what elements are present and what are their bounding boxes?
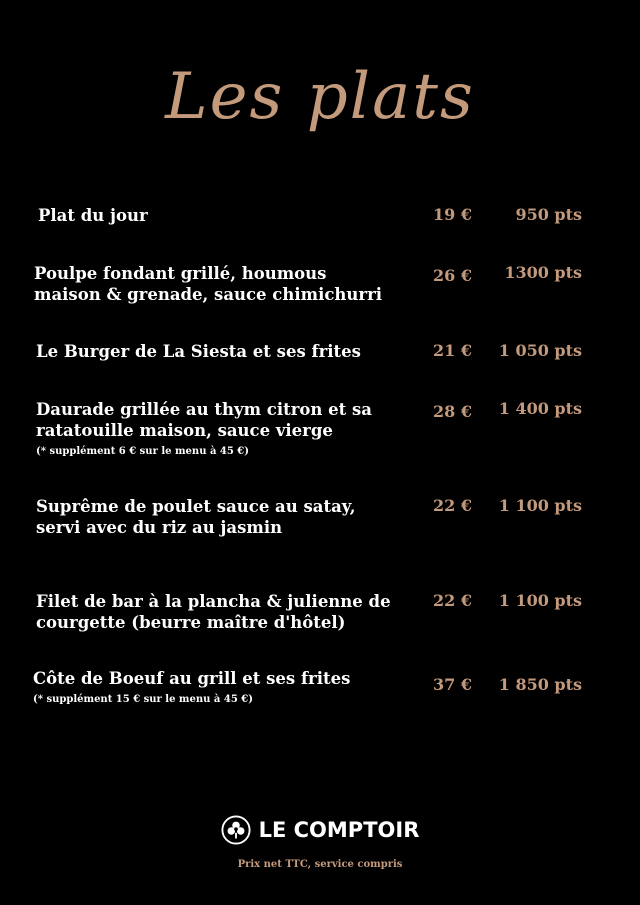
dish-name: Suprême de poulet sauce au satay, servi avec du riz au jasmin — [36, 497, 356, 537]
price-footnote: Prix net TTC, service compris — [237, 859, 403, 870]
dish-name: Filet de bar à la plancha & julienne de courgette (beurre maître d'hôtel) — [36, 592, 391, 632]
dish-points: 1300 pts — [504, 263, 582, 282]
dish-name: Plat du jour — [38, 206, 148, 225]
dish-price: 21 € — [433, 341, 472, 360]
brand-name: LE COMPTOIR — [258, 818, 420, 842]
dish-price: 28 € — [433, 402, 472, 421]
dish-note: (* supplément 15 € sur le menu à 45 €) — [33, 694, 253, 705]
dish-note: (* supplément 6 € sur le menu à 45 €) — [36, 446, 249, 457]
dish-points: 950 pts — [515, 205, 582, 224]
dish-name-block — [36, 399, 398, 459]
dish-price: 22 € — [433, 496, 472, 515]
dish-price: 22 € — [433, 591, 472, 610]
dish-price: 37 € — [433, 675, 472, 694]
dish-points: 1 400 pts — [498, 399, 582, 418]
dish-price: 19 € — [433, 205, 472, 224]
dish-name: Le Burger de La Siesta et ses frites — [36, 342, 361, 361]
dish-points: 1 100 pts — [498, 591, 582, 610]
dish-points: 1 100 pts — [498, 496, 582, 515]
dish-name: Poulpe fondant grillé, houmous maison & grenade, sauce chimichurri — [34, 264, 383, 304]
menu-title: Les plats — [165, 60, 475, 134]
dish-name: Côte de Boeuf au grill et ses frites — [33, 669, 351, 688]
dish-name: Daurade grillée au thym citron et sa ratatouille maison, sauce vierge — [36, 400, 372, 440]
dish-points: 1 850 pts — [498, 675, 582, 694]
dish-name-block — [33, 668, 395, 707]
dish-price: 26 € — [433, 266, 472, 285]
comptoir-emblem-icon — [221, 815, 251, 845]
dish-points: 1 050 pts — [498, 341, 582, 360]
brand-logo — [0, 815, 640, 845]
